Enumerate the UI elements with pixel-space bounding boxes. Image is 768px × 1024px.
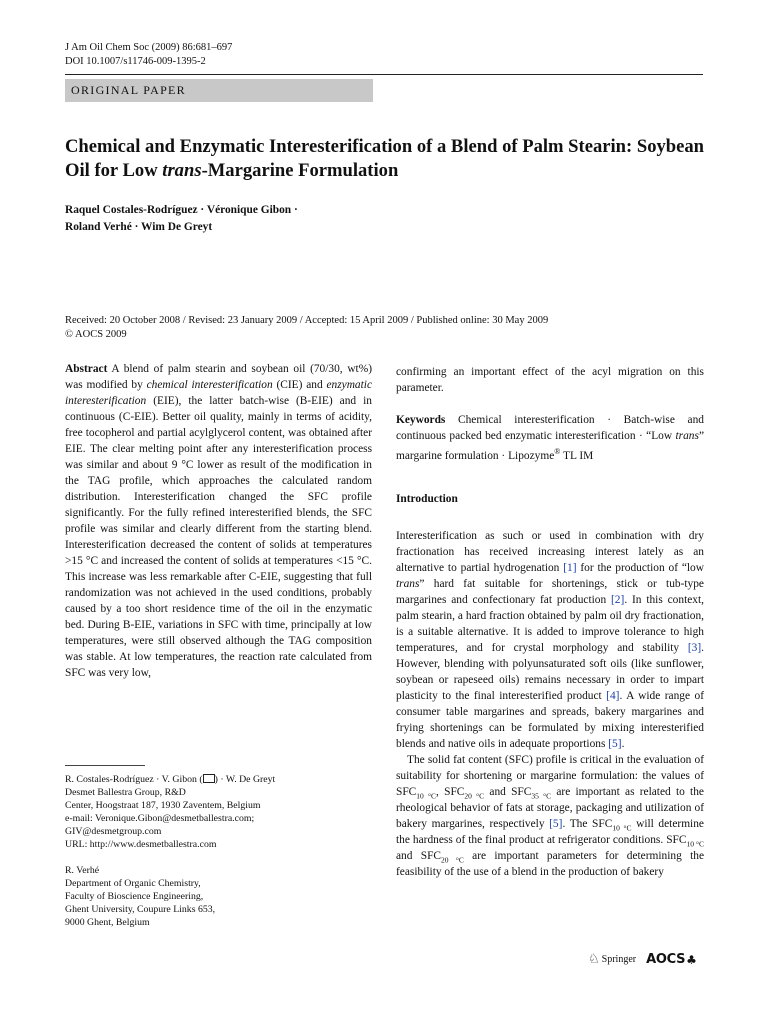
footnote-rule — [65, 765, 145, 766]
paragraph: Interesterification as such or used in combination with dry fractionation has received increasing interest lately as an alternative to partial hydrogenation [1] for the production of “low trans” hard fat suitable for shortenings, stick or tub-type margarines and confectionary fat production [2]. In this context, palm stearin, a hard fraction obtained by palm oil dry fractionation, is a suitable alternative. It is added to improve tolerance to high temperatures, and for crystal morphology and stability [3]. However, blending with polyunsaturated soft oils (like sunflower, soybean or rapeseed oils) remains necessary in order to impart plasticity to the final interesterified product [4]. A wide range of consumer table margarines and spreads, bakery margarines and frying shortenings can be formulated by mixing interesterified blends and native oils in adequate proportions [5]. — [396, 530, 704, 750]
url-link[interactable]: URL: http://www.desmetballestra.com — [65, 839, 217, 850]
citation-link[interactable]: [2] — [611, 594, 625, 606]
article-title: Chemical and Enzymatic Interesterification of a Blend of Palm Stearin: Soybean Oil for Low trans-Margarine Formulation — [65, 136, 705, 181]
abstract-continuation: confirming an important effect of the acyl migration on this parameter. — [396, 366, 704, 394]
affiliation-authors: R. Costales-Rodríguez · V. Gibon ( ) · W. De Greyt — [65, 774, 276, 785]
affiliation-faculty: Faculty of Bioscience Engineering, — [65, 891, 204, 902]
affiliation-university: Ghent University, Coupure Links 653, — [65, 904, 216, 915]
springer-label: Springer — [601, 954, 637, 965]
journal-citation: J Am Oil Chem Soc (2009) 86:681–697 — [65, 42, 233, 53]
affiliation-dept: Department of Organic Chemistry, — [65, 878, 201, 889]
history-line: Received: 20 October 2008 / Revised: 23 January 2009 / Accepted: 15 April 2009 / Published online: 30 May 2009 — [65, 315, 549, 326]
section-banner-label: ORIGINAL PAPER — [71, 83, 186, 97]
envelope-icon — [203, 774, 215, 783]
springer-horse-icon: ♘ — [588, 952, 600, 967]
aocs-clover-icon: ♣ — [686, 952, 697, 967]
keywords: Keywords Chemical interesterification · Batch-wise and continuous packed bed enzymatic interesterification · “Low trans” margarine formulation · Lipozyme® TL IM — [396, 414, 704, 462]
copyright: © AOCS 2009 — [65, 328, 127, 340]
citation-link[interactable]: [5] — [549, 818, 563, 830]
introduction-body — [396, 528, 704, 880]
section-heading-introduction: Introduction — [396, 493, 458, 505]
email-link-2[interactable]: GIV@desmetgroup.com — [65, 826, 162, 837]
affiliation-author: R. Verhé — [65, 865, 100, 876]
citation-link[interactable]: [5] — [608, 738, 622, 750]
abstract: Abstract A blend of palm stearin and soybean oil (70/30, wt%) was modified by chemical interesterification (CIE) and enzymatic interesterification (EIE), the latter batch-wise (B-EIE) and in continuous (C-EIE). Better oil quality, mainly in terms of acidity, free tocopherol and partial acylglycerol content, was obtained after EIE. The clear melting point after any interesterification process was similar and about 9 °C lower as result of the modification in the TAG profile, which approaches the calculated random distribution. Interesterification changed the SFC profile significantly. For the fully refined interesterified blends, the SFC profile was similar and clearly different from the starting blend. Interesterification decreased the content of solids at temperatures >15 °C and increased the content of solids at temperatures <15 °C. This increase was less remarkable after C-EIE, suggesting that full randomization was not achieved in the used conditions, probably caused by a too short residence time of the oil in the enzymatic bed. During B-EIE, variations in SFC with time, principally at low temperatures, were still observed although the TAG composition was stable. At low temperatures, the reaction rate calculated from SFC was very low, — [65, 363, 372, 679]
keywords-label: Keywords — [396, 414, 446, 426]
publisher-footer — [588, 952, 697, 967]
affiliation-org: Desmet Ballestra Group, R&D — [65, 787, 186, 798]
authors-line-1: Raquel Costales-Rodríguez · Véronique Gibon · — [65, 204, 298, 216]
affiliation-ghent — [65, 864, 365, 929]
author-list — [65, 202, 298, 236]
header-rule — [65, 74, 703, 75]
authors-line-2: Roland Verhé · Wim De Greyt — [65, 221, 213, 233]
citation-link[interactable]: [3] — [687, 642, 702, 654]
doi: DOI 10.1007/s11746-009-1395-2 — [65, 56, 206, 67]
section-banner — [65, 79, 373, 102]
affiliation-desmet — [65, 773, 365, 851]
citation-link[interactable]: [1] — [563, 562, 577, 574]
paragraph: The solid fat content (SFC) profile is critical in the evaluation of suitability for shortening or margarine formulation: the values of $SFC_{10 ^\circ C}$, $SFC_{20 ^\circ C}$ and $SFC_{35 ^\circ C}$ are important as related to the rheological behavior of fats at storage, packaging and utilization of bakery margarines, respectively [5]. The $SFC_{10 ^\circ C}$ will determine the hardness of the final product at refrigerator conditions. $SFC_{10 ^\circ C}$ and $SFC_{20 ^\circ C}$ are important parameters for determining the feasibility of the use of a blend in the production of bakery — [396, 754, 704, 878]
email-link[interactable]: e-mail: Veronique.Gibon@desmetballestra.com; — [65, 813, 255, 824]
citation-link[interactable]: [4] — [606, 690, 620, 702]
abstract-label: Abstract — [65, 363, 108, 375]
publication-dates — [65, 314, 548, 341]
affiliation-address: Center, Hoogstraat 187, 1930 Zaventem, Belgium — [65, 800, 261, 811]
journal-info — [65, 41, 232, 69]
affiliation-city: 9000 Ghent, Belgium — [65, 917, 150, 928]
aocs-logo: AOCS — [646, 952, 686, 967]
